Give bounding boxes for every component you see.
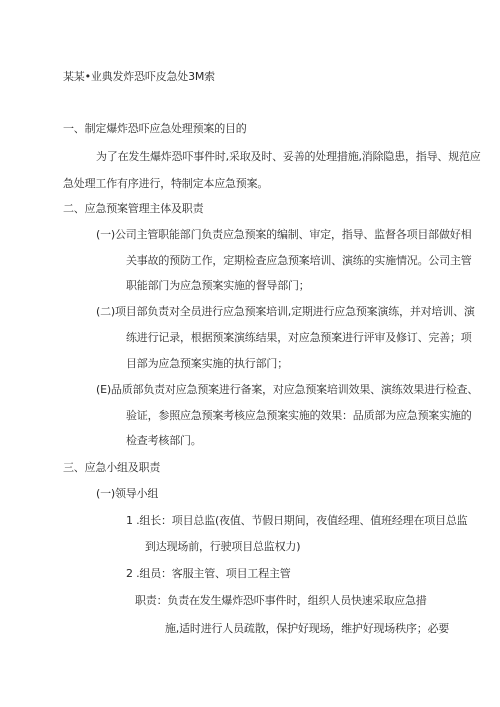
paragraph-purpose-line-1: 为了在发生爆炸恐吓事件时,采取及时、妥善的处理措施,消除隐患，指导、规范应 — [96, 150, 481, 163]
list-item-2-line-1: (二)项目部负责对全员进行应急预案培训,定期进行应急预案演练，并对培训、演 — [96, 305, 475, 318]
paragraph-purpose-line-2: 急处理工作有序进行，特制定本应急预案。 — [63, 177, 269, 190]
leader-line-1: 1 .组长：项目总监(夜值、节假日期间，夜值经理、值班经理在项目总监 — [126, 514, 468, 527]
list-item-3-line-1: (E)品质部负责对应急预案进行备案，对应急预案培训效果、演练效果进行检查、 — [96, 383, 479, 396]
list-item-2-line-2: 练进行记录，根据预案演练结果，对应急预案进行评审及修订、完善；项 — [126, 331, 472, 344]
list-item-3-line-3: 检查考核部门。 — [126, 434, 202, 447]
leader-line-2: 到达现场前，行驶项目总监权力) — [145, 540, 301, 553]
subheading-leadership-group: (一)领导小组 — [96, 487, 159, 500]
list-item-1-line-3: 职能部门为应急预案实施的督导部门； — [126, 279, 310, 292]
duty-line-2: 施,适时进行人员疏散，保护好现场，维护好现场秩序；必要 — [165, 622, 450, 635]
document-title: 某某•业典发炸恐吓皮急处3M索 — [63, 70, 215, 83]
list-item-1-line-2: 关事故的预防工作，定期检查应急预案培训、演练的实施情况。公司主管 — [126, 254, 472, 267]
section-heading-emergency-team: 三、应急小组及职责 — [63, 461, 161, 474]
section-heading-purpose: 一、制定爆炸恐吓应急处理预案的目的 — [63, 122, 247, 135]
duty-line-1: 职责：负责在发生爆炸恐吓事件时，组织人员快速采取应急措 — [135, 594, 427, 607]
list-item-2-line-3: 目部为应急预案实施的执行部门； — [126, 357, 288, 370]
list-item-3-line-2: 验证，参照应急预案考核应急预案实施的效果：品质部为应急预案实施的 — [126, 409, 472, 422]
section-heading-management: 二、应急预案管理主体及职责 — [63, 202, 204, 215]
members-line: 2 .组员：客服主管、项目工程主管 — [126, 567, 291, 580]
list-item-1-line-1: (一)公司主管职能部门负责应急预案的编制、审定，指导、监督各项目部做好相 — [96, 228, 472, 241]
